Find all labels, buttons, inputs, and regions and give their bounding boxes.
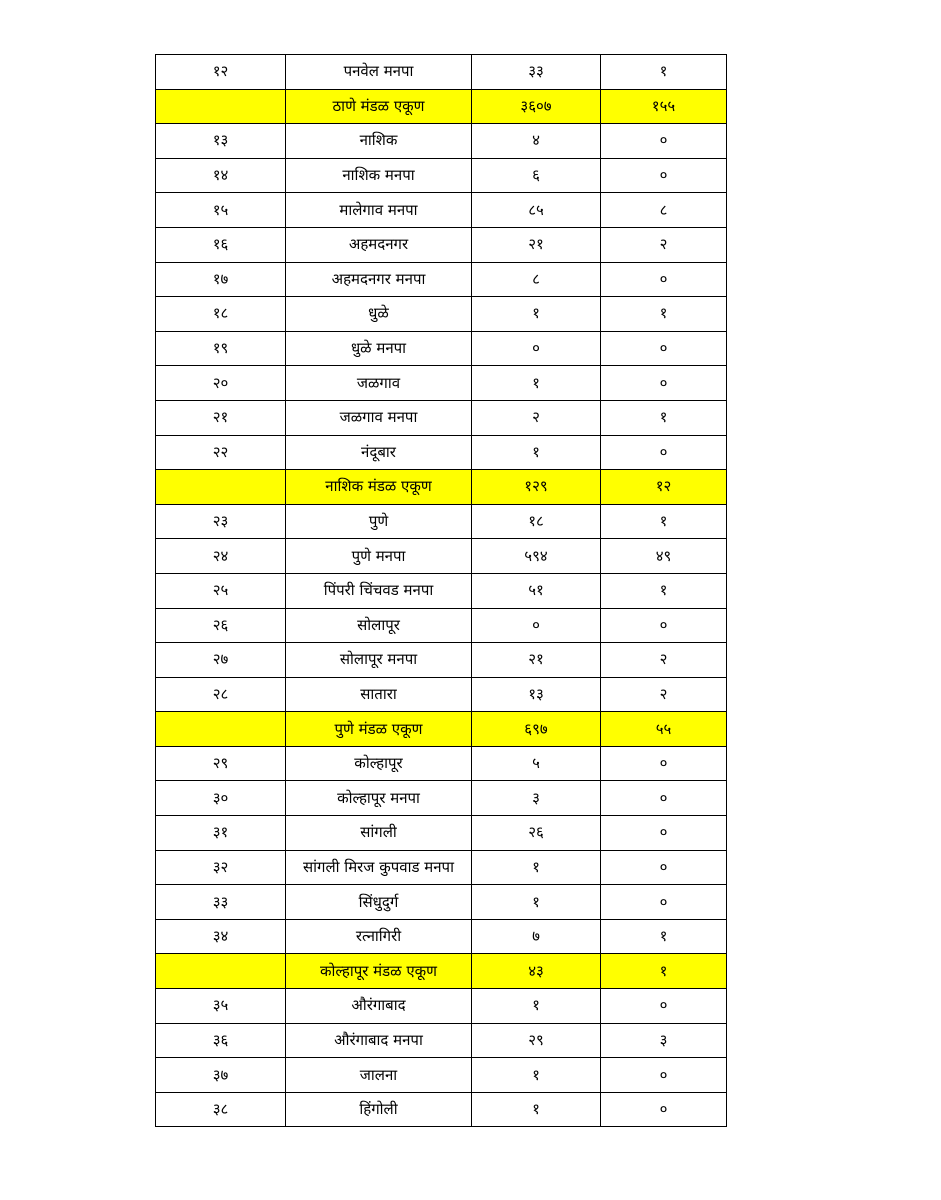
district-cases-table [155, 54, 727, 1127]
district-name-cell: सोलापूर [286, 608, 472, 643]
district-name-cell: पनवेल मनपा [286, 55, 472, 90]
serial-number-cell: २९ [156, 746, 286, 781]
table-row [156, 989, 727, 1024]
cases-count-cell: ० [472, 608, 601, 643]
deaths-count-cell: १ [601, 573, 727, 608]
deaths-count-cell: ८ [601, 193, 727, 228]
cases-count-cell: ६ [472, 158, 601, 193]
cases-count-cell: २१ [472, 227, 601, 262]
cases-count-cell: ५ [472, 746, 601, 781]
deaths-count-cell: ० [601, 331, 727, 366]
division-total-row [156, 712, 727, 747]
serial-number-cell: १९ [156, 331, 286, 366]
district-name-cell: पुणे मनपा [286, 539, 472, 574]
cases-count-cell: ७ [472, 919, 601, 954]
cases-count-cell: ५९४ [472, 539, 601, 574]
table-row [156, 55, 727, 90]
serial-number-cell: १२ [156, 55, 286, 90]
cases-count-cell: ८५ [472, 193, 601, 228]
table-row [156, 331, 727, 366]
table-row [156, 781, 727, 816]
deaths-count-cell: ० [601, 989, 727, 1024]
district-name-cell: सांगली मिरज कुपवाड मनपा [286, 850, 472, 885]
serial-number-cell: ३५ [156, 989, 286, 1024]
deaths-count-cell: ० [601, 262, 727, 297]
cases-count-cell: ३ [472, 781, 601, 816]
table-row [156, 643, 727, 678]
district-name-cell: जालना [286, 1058, 472, 1093]
district-name-cell: सांगली [286, 816, 472, 851]
deaths-count-cell: १ [601, 55, 727, 90]
table-row [156, 158, 727, 193]
district-name-cell: सातारा [286, 677, 472, 712]
district-name-cell: नंदूबार [286, 435, 472, 470]
deaths-count-cell: ० [601, 746, 727, 781]
deaths-count-cell: १५५ [601, 89, 727, 124]
district-name-cell: ठाणे मंडळ एकूण [286, 89, 472, 124]
cases-count-cell: ३३ [472, 55, 601, 90]
cases-count-cell: १ [472, 1092, 601, 1127]
cases-count-cell: १ [472, 435, 601, 470]
serial-number-cell: ३० [156, 781, 286, 816]
district-name-cell: रत्नागिरी [286, 919, 472, 954]
cases-count-cell: २१ [472, 643, 601, 678]
deaths-count-cell: ० [601, 781, 727, 816]
division-total-row [156, 470, 727, 505]
table-row [156, 608, 727, 643]
cases-count-cell: ८ [472, 262, 601, 297]
serial-number-cell: ३४ [156, 919, 286, 954]
deaths-count-cell: २ [601, 677, 727, 712]
serial-number-cell: २५ [156, 573, 286, 608]
deaths-count-cell: १ [601, 297, 727, 332]
district-name-cell: पिंपरी चिंचवड मनपा [286, 573, 472, 608]
serial-number-cell: ३८ [156, 1092, 286, 1127]
serial-number-cell [156, 89, 286, 124]
cases-count-cell: ० [472, 331, 601, 366]
deaths-count-cell: १२ [601, 470, 727, 505]
serial-number-cell: १५ [156, 193, 286, 228]
serial-number-cell: ३२ [156, 850, 286, 885]
district-name-cell: अहमदनगर मनपा [286, 262, 472, 297]
district-name-cell: हिंगोली [286, 1092, 472, 1127]
table-row [156, 504, 727, 539]
cases-count-cell: १ [472, 850, 601, 885]
table-row [156, 919, 727, 954]
deaths-count-cell: ५५ [601, 712, 727, 747]
deaths-count-cell: ४९ [601, 539, 727, 574]
cases-count-cell: ३६०७ [472, 89, 601, 124]
serial-number-cell: २० [156, 366, 286, 401]
district-name-cell: कोल्हापूर मंडळ एकूण [286, 954, 472, 989]
serial-number-cell: २१ [156, 400, 286, 435]
serial-number-cell [156, 470, 286, 505]
district-name-cell: पुणे [286, 504, 472, 539]
deaths-count-cell: १ [601, 400, 727, 435]
serial-number-cell: १४ [156, 158, 286, 193]
table-row [156, 435, 727, 470]
deaths-count-cell: २ [601, 643, 727, 678]
district-name-cell: जळगाव [286, 366, 472, 401]
table-body [156, 55, 727, 1127]
deaths-count-cell: ३ [601, 1023, 727, 1058]
serial-number-cell: १८ [156, 297, 286, 332]
table-row [156, 573, 727, 608]
table-row [156, 816, 727, 851]
district-name-cell: धुळे [286, 297, 472, 332]
table-row [156, 262, 727, 297]
table-row [156, 124, 727, 159]
cases-count-cell: ४ [472, 124, 601, 159]
district-name-cell: कोल्हापूर मनपा [286, 781, 472, 816]
deaths-count-cell: ० [601, 885, 727, 920]
serial-number-cell: १३ [156, 124, 286, 159]
district-name-cell: औरंगाबाद मनपा [286, 1023, 472, 1058]
cases-count-cell: २ [472, 400, 601, 435]
table-row [156, 1092, 727, 1127]
table-row [156, 193, 727, 228]
cases-count-cell: १ [472, 366, 601, 401]
serial-number-cell: ३७ [156, 1058, 286, 1093]
district-name-cell: नाशिक [286, 124, 472, 159]
table-row [156, 850, 727, 885]
cases-count-cell: ४३ [472, 954, 601, 989]
district-name-cell: नाशिक मंडळ एकूण [286, 470, 472, 505]
serial-number-cell: १७ [156, 262, 286, 297]
district-name-cell: औरंगाबाद [286, 989, 472, 1024]
serial-number-cell [156, 954, 286, 989]
serial-number-cell: २७ [156, 643, 286, 678]
serial-number-cell: ३१ [156, 816, 286, 851]
district-name-cell: पुणे मंडळ एकूण [286, 712, 472, 747]
cases-count-cell: ५१ [472, 573, 601, 608]
district-name-cell: नाशिक मनपा [286, 158, 472, 193]
deaths-count-cell: १ [601, 919, 727, 954]
cases-count-cell: २६ [472, 816, 601, 851]
cases-count-cell: २९ [472, 1023, 601, 1058]
serial-number-cell: १६ [156, 227, 286, 262]
district-name-cell: सिंधुदुर्ग [286, 885, 472, 920]
table-row [156, 539, 727, 574]
cases-count-cell: १ [472, 885, 601, 920]
cases-count-cell: १२९ [472, 470, 601, 505]
table-row [156, 1058, 727, 1093]
table-row [156, 1023, 727, 1058]
serial-number-cell: २२ [156, 435, 286, 470]
deaths-count-cell: ० [601, 816, 727, 851]
table-row [156, 227, 727, 262]
table-row [156, 746, 727, 781]
table-row [156, 297, 727, 332]
deaths-count-cell: १ [601, 954, 727, 989]
deaths-count-cell: १ [601, 504, 727, 539]
serial-number-cell: २६ [156, 608, 286, 643]
cases-count-cell: १ [472, 989, 601, 1024]
deaths-count-cell: ० [601, 1058, 727, 1093]
district-name-cell: अहमदनगर [286, 227, 472, 262]
table-row [156, 366, 727, 401]
deaths-count-cell: ० [601, 1092, 727, 1127]
deaths-count-cell: २ [601, 227, 727, 262]
table-row [156, 400, 727, 435]
cases-count-cell: १ [472, 1058, 601, 1093]
cases-count-cell: ६९७ [472, 712, 601, 747]
serial-number-cell: २३ [156, 504, 286, 539]
table-row [156, 885, 727, 920]
serial-number-cell [156, 712, 286, 747]
serial-number-cell: ३३ [156, 885, 286, 920]
deaths-count-cell: ० [601, 366, 727, 401]
serial-number-cell: २४ [156, 539, 286, 574]
deaths-count-cell: ० [601, 435, 727, 470]
cases-count-cell: १३ [472, 677, 601, 712]
serial-number-cell: २८ [156, 677, 286, 712]
serial-number-cell: ३६ [156, 1023, 286, 1058]
division-total-row [156, 954, 727, 989]
deaths-count-cell: ० [601, 124, 727, 159]
deaths-count-cell: ० [601, 850, 727, 885]
deaths-count-cell: ० [601, 608, 727, 643]
cases-count-cell: १८ [472, 504, 601, 539]
table-row [156, 677, 727, 712]
district-name-cell: धुळे मनपा [286, 331, 472, 366]
district-name-cell: जळगाव मनपा [286, 400, 472, 435]
deaths-count-cell: ० [601, 158, 727, 193]
district-name-cell: कोल्हापूर [286, 746, 472, 781]
district-name-cell: मालेगाव मनपा [286, 193, 472, 228]
division-total-row [156, 89, 727, 124]
district-name-cell: सोलापूर मनपा [286, 643, 472, 678]
cases-count-cell: १ [472, 297, 601, 332]
